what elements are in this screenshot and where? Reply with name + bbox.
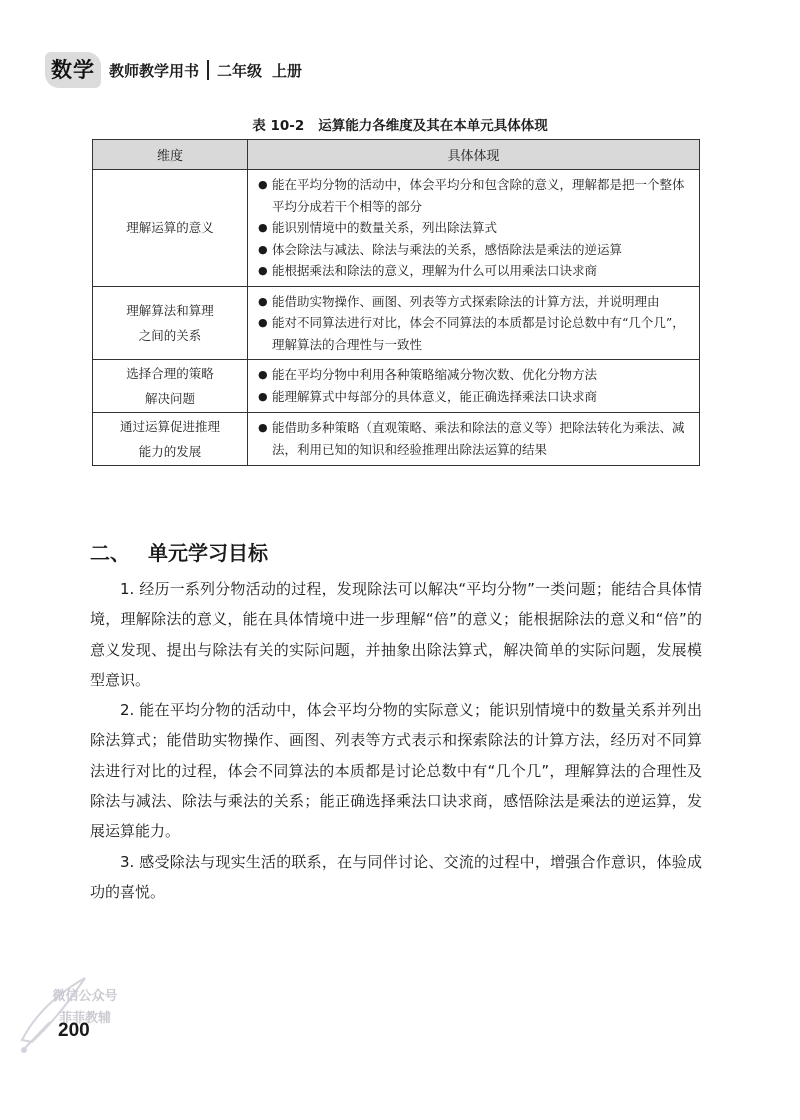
detail-text: 体会除法与减法、除法与乘法的关系，感悟除法是乘法的逆运算 — [272, 241, 623, 257]
competency-table — [92, 139, 700, 466]
watermark-line: 微信公众号 — [52, 989, 118, 1004]
table-row — [93, 413, 700, 466]
bullet-icon: ● — [258, 316, 268, 329]
dimension-cell — [93, 360, 248, 413]
detail-item — [258, 260, 689, 282]
detail-item — [258, 174, 689, 217]
detail-cell — [248, 170, 700, 287]
detail-item — [258, 291, 689, 313]
detail-text: 能在平均分物的活动中，体会平均分和包含除的意义，理解都是把一个整体平均分成若干个相等的部分 — [272, 177, 685, 214]
dimension-cell — [93, 413, 248, 466]
detail-text: 能根据乘法和除法的意义，理解为什么可以用乘法口诀求商 — [272, 263, 598, 278]
detail-item — [258, 386, 689, 408]
learning-goals — [90, 574, 702, 907]
subject-logo: 数学 — [45, 52, 101, 88]
bullet-icon: ● — [258, 221, 268, 234]
table-header-row — [93, 140, 700, 170]
page-number: 200 — [58, 1020, 90, 1041]
bullet-icon: ● — [258, 242, 268, 256]
detail-text: 能识别情境中的数量关系，列出除法算式 — [272, 220, 498, 235]
dimension-label: 通过运算促进推理 — [119, 419, 220, 434]
detail-item — [258, 312, 689, 355]
table-row — [93, 170, 700, 287]
dimension-label: 选择合理的策略 — [126, 366, 214, 381]
dimension-cell — [93, 170, 248, 287]
grade-label: 二年级 — [217, 61, 263, 80]
detail-text: 能理解算式中每部分的具体意义，能正确选择乘法口诀求商 — [272, 388, 598, 404]
dimension-label: 解决问题 — [144, 391, 195, 406]
running-header — [45, 50, 302, 90]
bullet-icon: ● — [258, 178, 268, 191]
goal-paragraph: 2. 能在平均分物的活动中，体会平均分物的实际意义；能识别情境中的数量关系并列出除法算式；能借助实物操作、画图、列表等方式表示和探索除法的计算方法，经历对不同算法进行对比的过程，体会不同算法的本质都是讨论总数中有“几个几”，理解算法的合理性及除法与减法、除法与乘法的关系；能正确选择乘法口诀求商，感悟除法是乘法的逆运算，发展运算能力。 — [90, 701, 702, 841]
column-header-detail: 具体体现 — [248, 140, 700, 170]
detail-text: 能借助实物操作、画图、列表等方式探索除法的计算方法，并说明理由 — [272, 293, 660, 309]
table-caption — [0, 114, 800, 134]
section-number: 二、 — [90, 541, 130, 565]
dimension-cell — [93, 286, 248, 360]
detail-cell — [248, 413, 700, 466]
table-title: 运算能力各维度及其在本单元具体体现 — [318, 118, 548, 134]
book-title: 教师教学用书 — [109, 61, 200, 80]
detail-text: 能在平均分物中利用各种策略缩减分物次数、优化分物方法 — [272, 367, 598, 382]
detail-item — [258, 417, 689, 460]
volume-label: 上册 — [272, 61, 303, 80]
table-row — [93, 360, 700, 413]
bullet-icon: ● — [258, 421, 268, 434]
header-divider — [207, 60, 209, 80]
goal-paragraph: 1. 经历一系列分物活动的过程，发现除法可以解决“平均分物”一类问题；能结合具体情境，理解除法的意义，能在具体情境中进一步理解“倍”的意义；能根据除法的意义和“倍”的意义发现、提出与除法有关的实际问题，并抽象出除法算式，解决简单的实际问题，发展模型意识。 — [90, 580, 702, 689]
goal-paragraph: 3. 感受除法与现实生活的联系，在与同伴讨论、交流的过程中，增强合作意识，体验成功的喜悦。 — [90, 852, 702, 901]
bullet-icon: ● — [258, 264, 268, 277]
bullet-icon: ● — [258, 368, 268, 381]
detail-item — [258, 364, 689, 386]
column-header-dimension: 维度 — [93, 140, 248, 170]
detail-text: 能对不同算法进行对比，体会不同算法的本质都是讨论总数中有“几个几”，理解算法的合理性与一致性 — [272, 315, 685, 352]
section-heading — [90, 537, 268, 566]
bullet-icon: ● — [258, 294, 268, 308]
watermark-line: 菲菲教辅 — [58, 1011, 111, 1026]
dimension-label: 理解运算的意义 — [126, 220, 214, 236]
table-row — [93, 286, 700, 360]
detail-item — [258, 239, 689, 261]
detail-cell — [248, 286, 700, 360]
detail-item — [258, 217, 689, 239]
dimension-label: 之间的关系 — [138, 327, 202, 343]
table-number: 表 10-2 — [252, 118, 305, 134]
dimension-label: 理解算法和算理 — [126, 302, 214, 318]
detail-text: 能借助多种策略（直观策略、乘法和除法的意义等）把除法转化为乘法、减法，利用已知的知识和经验推理出除法运算的结果 — [272, 420, 685, 457]
bullet-icon: ● — [258, 389, 268, 403]
dimension-label: 能力的发展 — [138, 444, 202, 459]
detail-cell — [248, 360, 700, 413]
section-title: 单元学习目标 — [148, 541, 268, 565]
